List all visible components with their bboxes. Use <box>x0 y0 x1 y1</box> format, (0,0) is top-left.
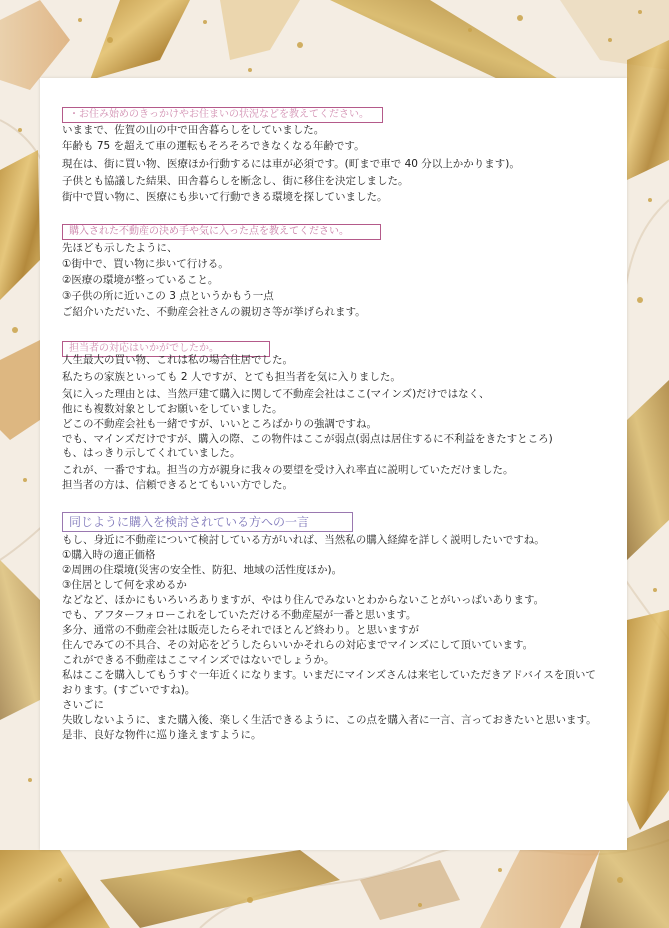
section2-heading: 購入された不動産の決め手や気に入った点を教えてください。 <box>62 224 381 240</box>
section1-line: いままで、佐賀の山の中で田舎暮らしをしていました。 <box>62 124 325 136</box>
section4-line: これができる不動産はここマインズではないでしょうか。 <box>62 654 335 666</box>
section3-line: どこの不動産会社も一緒ですが、いいところばかりの強調ですね。 <box>62 418 377 430</box>
section4-line: もし、身近に不動産について検討している方がいれば、当然私の購入経緯を詳しく説明したいですね。 <box>62 534 545 546</box>
section3-line: 気に入った理由とは、当然戸建て購入に関して不動産会社はここ(マインズ)だけではなく、 <box>62 388 490 400</box>
section3-line: 担当者の方は、信頼できるとてもいい方でした。 <box>62 479 293 491</box>
section3-line: 私たちの家族といっても 2 人ですが、とても担当者を気に入りました。 <box>62 371 401 383</box>
section3-line: でも、マインズだけですが、購入の際、この物件はここが弱点(弱点は居住するに不利益をきたすところ) <box>62 433 553 445</box>
section2-line: ②医療の環境が整っていること。 <box>62 274 219 286</box>
section1-heading: ・お住み始めのきっかけやお住まいの状況などを教えてください。 <box>62 107 383 123</box>
section2-line: ご紹介いただいた、不動産会社さんの親切さ等が挙げられます。 <box>62 306 366 318</box>
section4-line: ②周囲の住環境(災害の安全性、防犯、地域の活性度ほか)。 <box>62 564 343 576</box>
section2-line: ③子供の所に近いこの 3 点というかもう一点 <box>62 290 274 302</box>
section3-heading: 担当者の対応はいかがでしたか。 <box>62 341 270 357</box>
section1-line: 現在は、街に買い物、医療ほか行動するには車が必須です。(町まで車で 40 分以上かかります)。 <box>62 158 520 170</box>
section3-line: 他にも複数対象としてお願いをしていました。 <box>62 403 283 415</box>
section4-line: ①購入時の適正価格 <box>62 549 156 561</box>
section4-line: おります。(すごいですね)。 <box>62 684 196 696</box>
section1-line: 街中で買い物に、医療にも歩いて行動できる環境を探していました。 <box>62 191 388 203</box>
section4-line: 私はここを購入してもうすぐ一年近くになります。いまだにマインズさんは来宅していただきアドバイスを頂いて <box>62 669 596 681</box>
section4-line: 是非、良好な物件に巡り逢えますように。 <box>62 729 262 741</box>
section2-line: ①街中で、買い物に歩いて行ける。 <box>62 258 229 270</box>
section4-line: などなど、ほかにもいろいろありますが、やはり住んでみないとわからないことがいっぱいあります。 <box>62 594 545 606</box>
section4-line: でも、アフターフォローこれをしていただける不動産屋が一番と思います。 <box>62 609 417 621</box>
section4-line: 失敗しないように、また購入後、楽しく生活できるように、この点を購入者に一言、言っておきたいと思います。 <box>62 714 597 726</box>
section2-line: 先ほども示したように、 <box>62 242 178 254</box>
section4-line: 住んでみての不具合、その対応をどうしたらいいかそれらの対応までマインズにして頂いています。 <box>62 639 534 651</box>
section4-line: さいごに <box>62 699 104 711</box>
section3-line: 人生最大の買い物、これは私の場合住居でした。 <box>62 354 293 366</box>
section4-line: 多分、通常の不動産会社は販売したらそれでほとんど終わり。と思いますが <box>62 624 419 636</box>
section4-heading: 同じように購入を検討されている方への一言 <box>62 512 353 532</box>
section4-line: ③住居として何を求めるか <box>62 579 187 591</box>
section1-line: 子供とも協議した結果、田舎暮らしを断念し、街に移住を決定しました。 <box>62 175 409 187</box>
section3-line: これが、一番ですね。担当の方が親身に我々の要望を受け入れ率直に説明していただけました。 <box>62 464 514 476</box>
section1-line: 年齢も 75 を超えて車の運転もそろそろできなくなる年齢です。 <box>62 140 365 152</box>
section3-line: も、はっきり示してくれていました。 <box>62 447 241 459</box>
